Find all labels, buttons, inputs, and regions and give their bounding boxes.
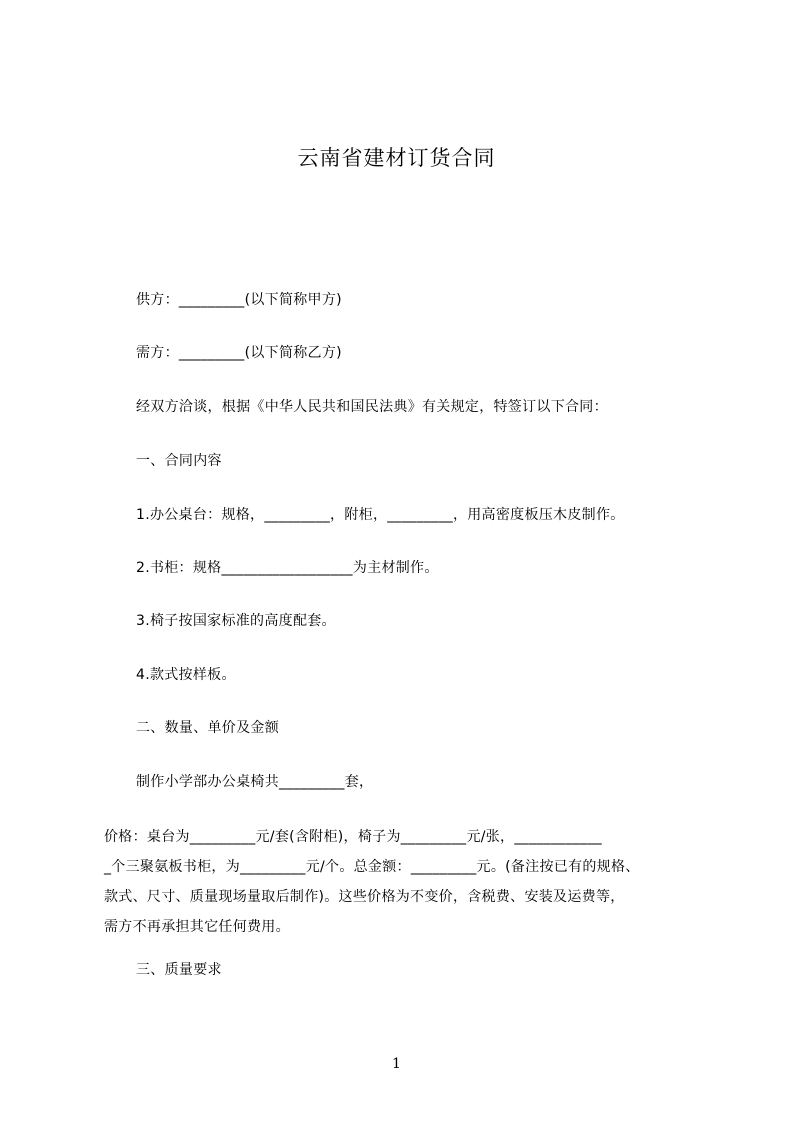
supplier-line: 供方：_________(以下简称甲方) (136, 292, 342, 308)
price-line: 需方不再承担其它任何费用。 (104, 919, 290, 935)
section-heading-quality: 三、质量要求 (136, 962, 222, 978)
page-number: 1 (392, 1056, 401, 1072)
preamble-paragraph: 经双方洽谈，根据《中华人民共和国民法典》有关规定，特签订以下合同： (136, 399, 608, 415)
price-line: 价格：桌台为_________元/套(含附柜)，椅子为_________元/张，____________ (104, 829, 602, 845)
quantity-paragraph: 制作小学部办公桌椅共_________套， (136, 774, 374, 790)
buyer-line: 需方：_________(以下简称乙方) (136, 345, 342, 361)
item-bookcase: 2.书柜：规格__________________为主材制作。 (136, 560, 439, 576)
page-title: 云南省建材订货合同 (297, 146, 496, 170)
item-chairs: 3.椅子按国家标准的高度配套。 (136, 613, 336, 629)
price-paragraph (104, 822, 704, 942)
price-line: _个三聚氨板书柜，为_________元/个。总金额：_________元。(备注按已有的规格、 (104, 859, 640, 875)
section-heading-contract-content: 一、合同内容 (136, 453, 222, 469)
section-heading-quantity-price: 二、数量、单价及金额 (136, 720, 279, 736)
item-office-desk: 1.办公桌台：规格，_________，附柜，_________，用高密度板压木皮制作。 (136, 507, 625, 523)
price-line: 款式、尺寸、质量现场量取后制作)。这些价格为不变价，含税费、安装及运费等， (104, 889, 625, 905)
item-style: 4.款式按样板。 (136, 667, 236, 683)
